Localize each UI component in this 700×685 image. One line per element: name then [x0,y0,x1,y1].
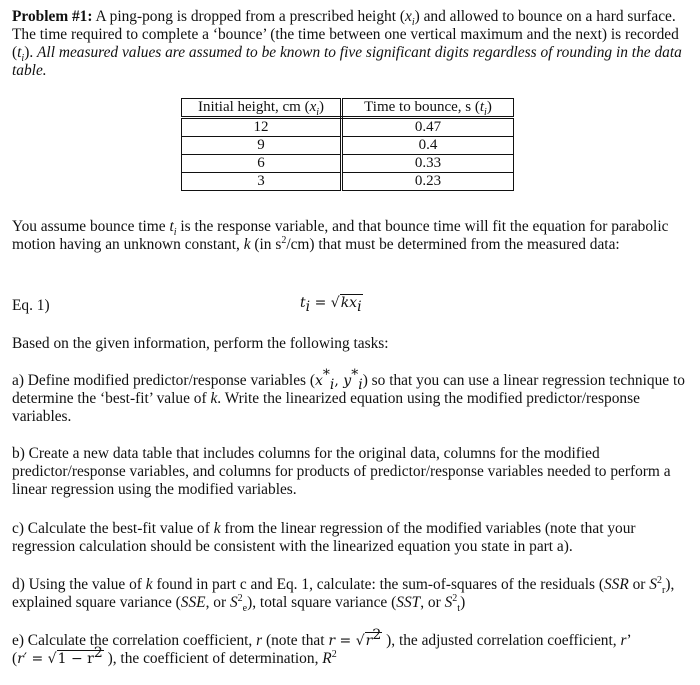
table-row [182,155,514,173]
table-header-row [182,99,514,118]
time-cell: 0.23 [342,173,514,191]
time-cell: 0.4 [342,137,514,155]
data-table [181,98,514,191]
sym-t: t [17,44,22,61]
table-row [182,173,514,191]
height-cell: 6 [182,155,342,173]
task-d: d) Using the value of k found in part c and Eq. 1, calculate: the sum-of-squares of the residuals (SSR or $S^2_r$), explained square variance (SSE, or $S^2_e$), total square variance (SST, or $S^2_t$) [12,574,675,615]
sub-i: i [21,53,25,65]
problem-note: All measured values are assumed to be known to five significant digits regardless of rounding in the data table. [12,44,682,79]
problem-text-3: ). [24,44,38,61]
sym-x: x [404,8,412,25]
time-cell: 0.33 [342,155,514,173]
task-b: b) Create a new data table that includes columns for the original data, columns for the modified predictor/response variables, and columns for products of predictor/response variables needed to perform a linear regression using the modified variables. [12,445,671,498]
task-a: a) Define modified predictor/response variables ($x^*_i$, $y^*_i$) so that you can use a linear regression technique to determine the ‘best-fit’ value of k. Write the linearized equation using the modified predictor/response variables. [12,366,685,425]
height-cell: 9 [182,137,342,155]
table-row [182,137,514,155]
header-time-to-bounce: Time to bounce, s $(t_i)$ [342,99,514,118]
equation-1: $t_i = √kx_i$ [300,295,362,316]
problem-text-1: A ping-pong is dropped from a prescribed height ( [92,8,405,25]
time-cell: 0.47 [342,118,514,137]
table-row [182,118,514,137]
assumption-paragraph: You assume bounce time $t_i$ is the response variable, and that bounce time will fit the equation for parabolic motion having an unknown constant, k (in $s^2/cm$) that must be determined from the measured data: [12,218,669,253]
problem-statement [12,8,688,80]
tasks-intro: Based on the given information, perform the following tasks: [12,335,389,352]
task-e: e) Calculate the correlation coefficient, r (note that $r = √r^2$ ), the adjusted correlation coefficient, r’ ($r' = √1 - r^2$ ), the coefficient of determination, $R^2$ [12,626,632,667]
problem-text-2: ) and allowed to bounce on a hard surface. The time required to complete a ‘bounce’ (the time between one vertical maximum and the next) is recorded ( [12,8,679,61]
task-c: c) Calculate the best-fit value of k from the linear regression of the modified variables (note that your regression calculation should be consistent with the linearized equation you state in part a). [12,520,636,555]
height-cell: 12 [182,118,342,137]
problem-label: Problem #1: [12,8,93,25]
equation-label: Eq. 1) [12,297,50,314]
sub-i: i [411,17,415,29]
header-initial-height: Initial height, cm $(x_i)$ [182,99,342,118]
height-cell: 3 [182,173,342,191]
